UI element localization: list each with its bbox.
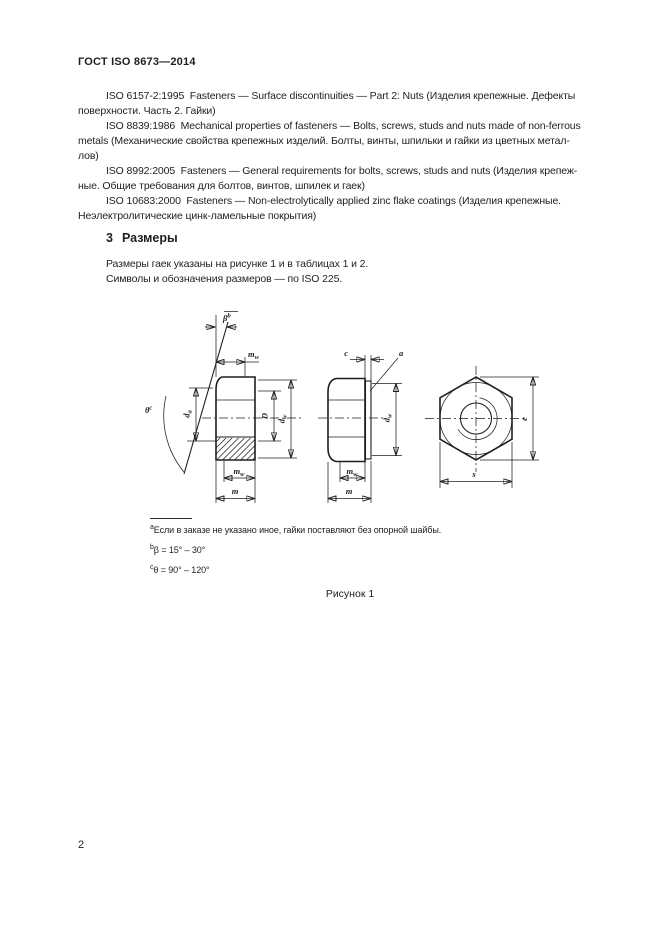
- dim-label-mw: $m_w$: [233, 466, 245, 478]
- washer-footnote-ref: a: [399, 348, 404, 358]
- dim-label-mw: $m_w$: [346, 466, 358, 478]
- dim-label-m: m: [231, 486, 239, 496]
- footnote-text: θ = 90° – 120°: [153, 565, 210, 575]
- dim-label-dw: $d_w$: [381, 413, 394, 423]
- reference-line: ISO 6157-2:1995 Fasteners — Surface discontinuities — Part 2: Nuts (Изделия крепежные. Дефекты: [106, 90, 576, 102]
- figure-caption: Рисунок 1: [325, 588, 375, 600]
- reference-line: лов): [78, 150, 99, 162]
- footnote-mark: b: [150, 544, 154, 551]
- footnote: [150, 522, 441, 536]
- dim-label-c: c: [344, 348, 348, 358]
- dim-label-theta: $\theta^c$: [145, 404, 153, 415]
- reference-line: ные. Общие требования для болтов, винтов, шпилек и гаек): [78, 180, 365, 192]
- reference-line: ISO 8839:1986 Mechanical properties of fasteners — Bolts, screws, studs and nuts made of non-ferrous: [106, 120, 581, 132]
- reference-line: ISO 10683:2000 Fasteners — Non-electrolytically applied zinc flake coatings (Изделия крепежные.: [106, 195, 561, 207]
- footnote-separator: [150, 518, 192, 519]
- dim-label-dw: $d_w$: [276, 414, 289, 424]
- dim-label-e: e: [519, 417, 529, 421]
- dim-label-mw: $m_w$: [248, 349, 259, 361]
- footnote-mark: c: [150, 564, 154, 571]
- nut-section-view: [145, 312, 302, 504]
- reference-line: Неэлектролитические цинк-ламельные покрытия): [78, 210, 317, 222]
- reference-line: metals (Механические свойства крепежных изделий. Болты, винты, шпильки и гайки из цветных метал-: [78, 135, 570, 147]
- section-heading: [106, 231, 178, 245]
- reference-line: ISO 8992:2005 Fasteners — General requirements for bolts, screws, studs and nuts (Изделия крепеж-: [106, 165, 578, 177]
- reference-line: поверхности. Часть 2. Гайки): [78, 105, 216, 117]
- washer-leader-line: [370, 358, 398, 391]
- page-number: 2: [78, 839, 85, 851]
- footnote-text: Если в заказе не указано иное, гайки поставляют без опорной шайбы.: [153, 525, 442, 535]
- dim-label-beta: $\beta^b$: [223, 312, 231, 323]
- washer-face: [366, 381, 372, 459]
- body-line: Символы и обозначения размеров — по ISO 225.: [106, 273, 343, 285]
- dim-label-m: m: [345, 486, 353, 496]
- body-line: Размеры гаек указаны на рисунке 1 и в таблицах 1 и 2.: [106, 258, 369, 270]
- figure-footnotes: [150, 522, 441, 582]
- footnote: [150, 542, 441, 556]
- nut-face-view: [425, 366, 539, 488]
- section-body: [106, 257, 368, 287]
- normative-references: [78, 89, 588, 224]
- section-number: 3: [106, 231, 113, 245]
- footnote-text: β = 15° – 30°: [153, 545, 206, 555]
- dim-label-s: s: [472, 469, 476, 479]
- nut-side-view: [318, 348, 404, 503]
- section-hatching: [216, 438, 255, 460]
- chamfer-cone-line: [181, 322, 228, 474]
- dim-label-da: $d_a$: [181, 410, 194, 418]
- page-header-title: ГОСТ ISO 8673—2014: [78, 56, 196, 68]
- footnote: [150, 562, 441, 576]
- footnote-mark: a: [150, 524, 154, 531]
- section-title: Размеры: [121, 231, 178, 245]
- dim-label-D: D: [259, 412, 270, 420]
- figure-1-drawing: [140, 300, 560, 515]
